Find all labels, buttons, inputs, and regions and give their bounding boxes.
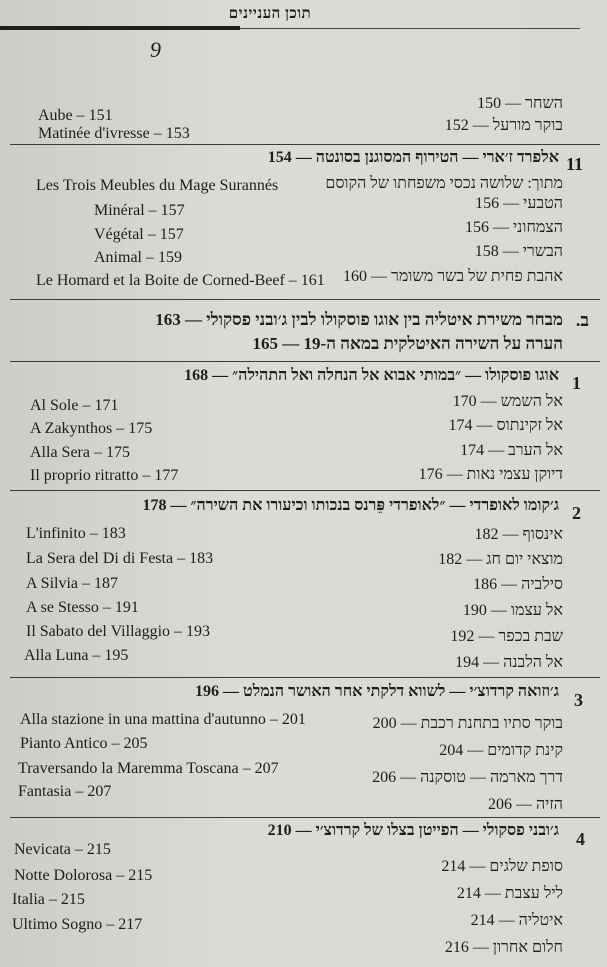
header-bar <box>0 26 240 30</box>
section-number: 2 <box>572 503 581 523</box>
entry-hebrew: הבשרי — 158 <box>474 243 563 260</box>
section-divider <box>10 817 600 818</box>
entry-original: Ultimo Sogno – 217 <box>12 916 143 933</box>
entry-hebrew: דרך מארמה — טוסקנה — 206 <box>372 769 563 786</box>
entry-original: Italia – 215 <box>12 891 85 908</box>
entry-hebrew: מוצאי יום חג — 182 <box>438 551 563 568</box>
entry-original: Fantasia – 207 <box>18 783 112 800</box>
entry-original: A Zakynthos – 175 <box>30 420 153 437</box>
section-subtitle: מתוך: שלושה נכסי משפחתו של הקוסם <box>325 175 563 192</box>
entry-original: A se Stesso – 191 <box>26 599 139 616</box>
entry-hebrew: סופת שלגים — 214 <box>441 858 563 875</box>
running-header: תוכן העניינים <box>228 6 312 22</box>
section-title: ג׳קומו לאופרדי — ״לאופרדי פֵּרנס בנכותו וכיעורו את השירה״ — 178 <box>142 497 559 514</box>
entry-hebrew: אל עצמו — 190 <box>462 602 563 619</box>
section-number: 1 <box>572 373 581 393</box>
entry-hebrew: בוקר מורעל — 152 <box>444 117 563 134</box>
entry-original: L'infinito – 183 <box>26 525 126 542</box>
entry-hebrew: השחר — 150 <box>477 95 563 112</box>
section-divider <box>10 677 600 678</box>
section-title: אלפרד ז׳ארי — הטירוף המסוגנן בסונטה — 154 <box>267 149 559 166</box>
entry-original: Al Sole – 171 <box>30 397 119 414</box>
part-note: הערה על השירה האיטלקית במאה ה-19 — 165 <box>252 334 563 353</box>
entry-hebrew: אל הלבנה — 194 <box>455 654 563 671</box>
section-title: ג׳ובני פסקולי — הפייטן בצלו של קרדוצ׳י — 210 <box>267 822 559 839</box>
section-divider <box>10 361 600 362</box>
entry-hebrew: אל זקינתוס — 174 <box>448 417 563 434</box>
entry-hebrew: סילביה — 186 <box>473 576 563 593</box>
entry-original: Minéral – 157 <box>94 202 185 219</box>
part-title: מבחר משירת איטליה בין אוגו פוסקולו לבין ג׳ובני פסקולי — 163 <box>155 310 563 329</box>
entry-original: Il proprio ritratto – 177 <box>30 467 179 484</box>
section-number: 4 <box>576 829 585 849</box>
section-number: 11 <box>566 154 584 174</box>
entry-hebrew: דיוקן עצמי נאות — 176 <box>418 466 563 483</box>
entry-hebrew: איטליה — 214 <box>470 912 563 929</box>
section-number: 3 <box>574 690 583 710</box>
entry-original: A Silvia – 187 <box>26 575 119 592</box>
entry-original: Alla Sera – 175 <box>30 444 130 461</box>
entry-original: Alla stazione in una mattina d'autunno – 201 <box>20 711 306 728</box>
entry-hebrew: אל הערב — 174 <box>460 442 563 459</box>
original-collection-title: Les Trois Meubles du Mage Surannés <box>36 177 279 194</box>
entry-hebrew: ליל עצבת — 214 <box>456 885 563 902</box>
section-divider <box>10 299 600 300</box>
entry-original: Nevicata – 215 <box>14 841 111 858</box>
page-number: 9 <box>150 37 161 62</box>
entry-hebrew: הטבעי — 156 <box>475 195 563 212</box>
section-title: ג׳וזואה קרדוצ׳י — לשווא דלקתי אחר האושר הנמלט — 196 <box>195 683 559 700</box>
entry-original: Notte Dolorosa – 215 <box>14 867 153 884</box>
part-label: ב. <box>575 310 589 330</box>
entry-hebrew: הזיה — 206 <box>487 796 563 813</box>
entry-hebrew: קינת קדומים — 204 <box>439 742 563 759</box>
entry-original: Matinée d'ivresse – 153 <box>38 125 190 142</box>
entry-original: Le Homard et la Boite de Corned-Beef – 161 <box>36 272 325 289</box>
entry-original: Aube – 151 <box>38 107 113 124</box>
entry-hebrew: אהבת פחית של בשר משומר — 160 <box>342 268 563 285</box>
entry-original: Traversando la Maremma Toscana – 207 <box>18 760 279 777</box>
section-divider <box>10 144 600 145</box>
entry-hebrew: בוקר סתיו בתחנת רכבת — 200 <box>372 715 563 732</box>
section-title: אוגו פוסקולו — ״במותי אבוא אל הנחלה ואל התהילה״ — 168 <box>184 367 559 384</box>
entry-hebrew: שבת בכפר — 192 <box>450 628 563 645</box>
header-rule <box>240 28 580 29</box>
entry-original: Végétal – 157 <box>94 226 184 243</box>
entry-hebrew: הצמחוני — 156 <box>464 219 563 236</box>
entry-original: Animal – 159 <box>94 249 182 266</box>
section-divider <box>10 490 600 491</box>
entry-original: La Sera del Di di Festa – 183 <box>26 550 214 567</box>
entry-original: Alla Luna – 195 <box>24 647 129 664</box>
entry-original: Pianto Antico – 205 <box>20 735 148 752</box>
entry-hebrew: אל השמש — 170 <box>452 393 563 410</box>
entry-hebrew: חלום אחרון — 216 <box>444 939 563 956</box>
entry-original: Il Sabato del Villaggio – 193 <box>26 623 211 640</box>
entry-hebrew: אינסוף — 182 <box>474 526 563 543</box>
